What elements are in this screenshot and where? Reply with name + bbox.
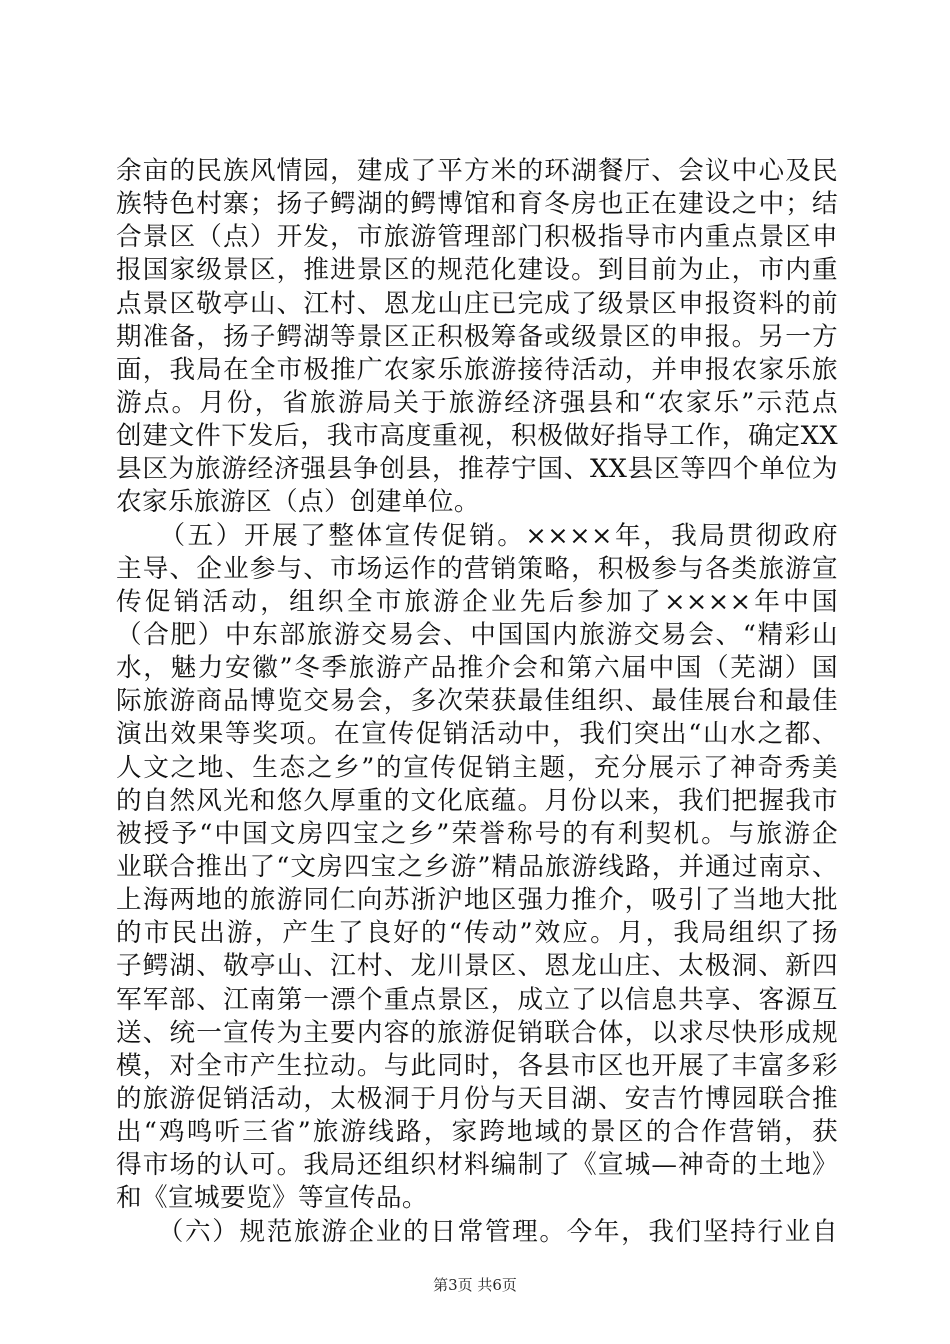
text-line: 的自然风光和悠久厚重的文化底蕴。月份以来，我们把握我市 (116, 785, 838, 816)
text-line: 送、统一宣传为主要内容的旅游促销联合体，以求尽快形成规 (116, 1017, 838, 1048)
text-line: （五）开展了整体宣传促销。××××年，我局贯彻政府 (116, 520, 838, 551)
text-line: 主导、企业参与、市场运作的营销策略，积极参与各类旅游宣 (116, 553, 838, 584)
text-line: 业联合推出了“文房四宝之乡游”精品旅游线路，并通过南京、 (116, 851, 838, 882)
text-line: 报国家级景区，推进景区的规范化建设。到目前为止，市内重 (116, 255, 838, 286)
text-line: 族特色村寨；扬子鳄湖的鳄博馆和育冬房也正在建设之中；结 (116, 189, 838, 220)
text-line: 人文之地、生态之乡”的宣传促销主题，充分展示了神奇秀美 (116, 752, 838, 783)
text-line: 农家乐旅游区（点）创建单位。 (116, 487, 480, 518)
text-line: 的旅游促销活动，太极洞于月份与天目湖、安吉竹博园联合推 (116, 1083, 838, 1114)
text-line: 水，魅力安徽”冬季旅游产品推介会和第六届中国（芜湖）国 (116, 653, 838, 684)
text-line: 创建文件下发后，我市高度重视，积极做好指导工作，确定XX (116, 421, 838, 452)
text-line: 点景区敬亭山、江村、恩龙山庄已完成了级景区申报资料的前 (116, 288, 838, 319)
text-line: （合肥）中东部旅游交易会、中国国内旅游交易会、“精彩山 (116, 619, 838, 650)
text-line: 际旅游商品博览交易会，多次荣获最佳组织、最佳展台和最佳 (116, 686, 838, 717)
text-line: 和《宣城要览》等宣传品。 (116, 1183, 428, 1214)
page-footer: 第3页 共6页 (433, 1276, 517, 1294)
text-line: 模，对全市产生拉动。与此同时，各县市区也开展了丰富多彩 (116, 1050, 838, 1081)
text-line: 上海两地的旅游同仁向苏浙沪地区强力推介，吸引了当地大批 (116, 885, 838, 916)
text-line: 军军部、江南第一漂个重点景区，成立了以信息共享、客源互 (116, 984, 838, 1015)
text-line: 传促销活动，组织全市旅游企业先后参加了××××年中国 (116, 586, 838, 617)
text-line: 余亩的民族风情园，建成了平方米的环湖餐厅、会议中心及民 (116, 156, 838, 186)
text-line: 演出效果等奖项。在宣传促销活动中，我们突出“山水之都、 (116, 719, 838, 750)
text-line: 子鳄湖、敬亭山、江村、龙川景区、恩龙山庄、太极洞、新四 (116, 951, 838, 982)
text-line: 游点。月份，省旅游局关于旅游经济强县和“农家乐”示范点 (116, 387, 838, 418)
text-line: 面，我局在全市极推广农家乐旅游接待活动，并申报农家乐旅 (116, 354, 838, 385)
text-line: 期准备，扬子鳄湖等景区正积极筹备或级景区的申报。另一方 (116, 321, 838, 352)
text-line: 出“鸡鸣听三省”旅游线路，家跨地域的景区的合作营销，获 (116, 1117, 838, 1148)
text-line: 的市民出游，产生了良好的“传动”效应。月，我局组织了扬 (116, 918, 838, 949)
text-line: 县区为旅游经济强县争创县，推荐宁国、XX县区等四个单位为 (116, 454, 838, 485)
text-line: 得市场的认可。我局还组织材料编制了《宣城—神奇的土地》 (116, 1150, 838, 1181)
text-line: 被授予“中国文房四宝之乡”荣誉称号的有利契机。与旅游企 (116, 818, 838, 849)
body-text (116, 155, 838, 1249)
text-line: 合景区（点）开发，市旅游管理部门积极指导市内重点景区申 (116, 222, 838, 253)
text-line: （六）规范旅游企业的日常管理。今年，我们坚持行业自 (116, 1216, 838, 1247)
